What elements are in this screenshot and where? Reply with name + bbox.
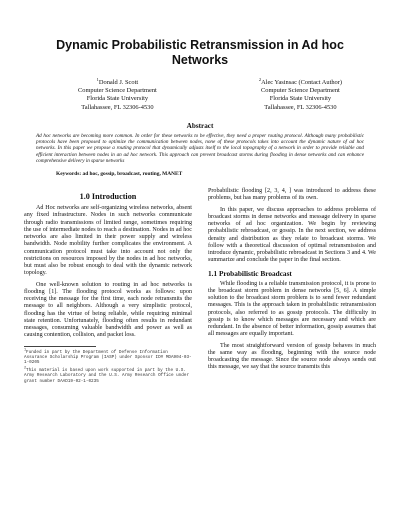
footnote-1-text: Funded in part by the Department of Defense Information Assurance Scholarship Program (IASP) under Sponsor ID# MDA904-03-1-0205 bbox=[24, 349, 192, 366]
right-paragraph-2: In this paper, we discuss approaches to address problems of broadcast storms in dense networks and message delivery in sparse networks of ad hoc organization. We begin by reviewing probabilistic rebroadcast, or gossip. In the next section, we address density and distribution as they relate to broadcast storms. We follow with a theoretical discussion of optimal retransmission and introduce dynamic, probabilistic rebroadcast in Sections 3 and 4. We summarize and conclude the paper in the final section. bbox=[208, 206, 376, 264]
footnote-2 bbox=[24, 368, 192, 384]
author-2-univ: Florida State University bbox=[269, 95, 332, 103]
author-1-marker: 1 bbox=[96, 76, 99, 82]
body-columns bbox=[24, 188, 376, 386]
keywords-line bbox=[56, 171, 376, 177]
author-1-city: Tallahassee, FL 32306-4530 bbox=[81, 103, 154, 111]
footnote-1 bbox=[24, 350, 192, 366]
footnote-1-marker: 1 bbox=[24, 348, 27, 353]
author-1-name-line bbox=[78, 76, 157, 87]
author-1-univ: Florida State University bbox=[86, 95, 149, 103]
footnote-2-marker: 2 bbox=[24, 366, 27, 371]
author-2-marker: 2 bbox=[258, 76, 262, 82]
section-1-heading: 1.0 Introduction bbox=[79, 192, 137, 202]
author-2-dept: Computer Science Department bbox=[261, 87, 340, 95]
right-paragraph-4: The most straightforward version of gossip behaves in much the same way as flooding, beginning with the source node broadcasting the message. Since the source node always sends out this message, we say that the source transmits this bbox=[208, 342, 376, 371]
keywords-list: ad hoc, gossip, broadcast, routing, MANET bbox=[82, 171, 183, 178]
keywords-label: Keywords: bbox=[56, 171, 82, 178]
paper-title: Dynamic Probabilistic Retransmission in Ad hoc Networks bbox=[56, 38, 344, 67]
footnote-divider bbox=[24, 346, 96, 347]
left-paragraph-1: Ad Hoc networks are self-organizing wireless networks, absent any fixed infrastructure. Nodes in such networks communicate through radio transmissions of limited range, sometimes requiring the use of intermediate nodes to reach a destination. Nodes in ad hoc networks are also limited in their power supply and wireless bandwidth. Node mobility further complicates the environment. A communication protocol must take into account not only the restrictions on resources imposed by the nodes in ad hoc networks, but must also be robust enough to deal with the dynamic network topology. bbox=[24, 205, 192, 277]
author-2 bbox=[258, 76, 342, 112]
right-paragraph-3: While flooding is a reliable transmission protocol, it is prone to the broadcast storm problem in dense networks [5, 6]. A simple solution to the broadcast storm problem is to send fewer redundant messages. This is the approach taken in probabilistic retransmission protocols, also referred to as gossip protocols. The difficulty in gossip is to know which messages are necessary and which are redundant. In the absence of better information, gossip assumes that all messages are equally important. bbox=[208, 280, 376, 338]
section-1-1-heading: 1.1 Probabilistic Broadcast bbox=[208, 268, 292, 278]
left-paragraph-2: One well-known solution to routing in ad hoc networks is flooding [1]. The flooding protocol works as follows: upon receiving the message for the first time, each node retransmits the message to all neighbors. Although a very simplistic protocol, flooding has the virtue of being reliable, while requiring minimal state retention. Unfortunately, flooding often results in redundant messages, consuming valuable bandwidth and power as well as causing contention, collision, and packet loss. bbox=[24, 281, 192, 339]
footnote-2-text: This material is based upon work supported in part by the U.S. Army Research Laboratory and the U.S. Army Research Office under grant number DAAD19-02-1-0235 bbox=[24, 367, 190, 384]
author-2-name: Alec Yasinsac (Contact Author) bbox=[261, 79, 342, 86]
abstract-heading: Abstract bbox=[186, 121, 214, 130]
author-2-city: Tallahassee, FL 32306-4530 bbox=[264, 103, 337, 111]
author-block bbox=[24, 76, 376, 112]
author-1 bbox=[78, 76, 157, 112]
author-2-name-line bbox=[258, 76, 342, 87]
left-column bbox=[24, 188, 192, 386]
right-paragraph-1: Probabilistic flooding [2, 3, 4, ] was introduced to address these problems, but has many problems of its own. bbox=[208, 188, 376, 202]
abstract-text: Ad hoc networks are becoming more common. In order for these networks to be effective, they need a proper routing protocol. Although many probabilistic protocols have been proposed to optimize the communication between nodes, none of these protocols takes into account the dynamic nature of ad hoc networks. In this paper we propose a routing protocol that dynamically adjusts itself to the local topography of a network in order to provide reliable and efficient interaction between nodes in an ad hoc network. This approach can prevent broadcast storms during flooding in dense networks and can enhance comprehensive delivery in sparse networks bbox=[36, 132, 364, 164]
right-column bbox=[208, 188, 376, 386]
author-1-dept: Computer Science Department bbox=[78, 87, 157, 95]
author-1-name: Donald J. Scott bbox=[98, 79, 139, 86]
